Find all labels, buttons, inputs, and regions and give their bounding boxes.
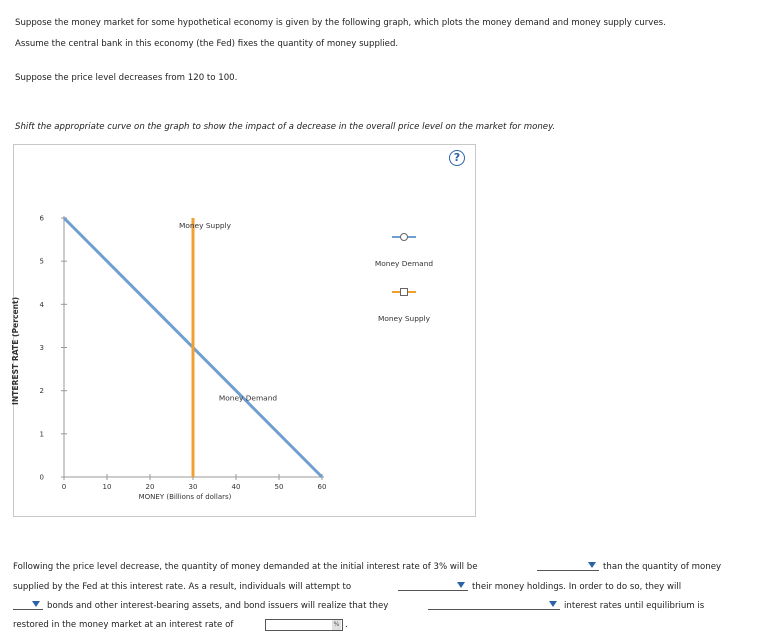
money-supply-annotation: Money Supply (178, 221, 232, 230)
question-line-4-pre: restored in the money market at an interest rate of (13, 620, 234, 630)
chevron-down-icon (32, 601, 40, 607)
question-line-2-pre: supplied by the Fed at this interest rate. As a result, individuals will attempt to (13, 582, 352, 592)
x-axis-label: MONEY (Billions of dollars) (138, 493, 232, 501)
y-tick-label: 2 (39, 387, 44, 396)
question-line-1-pre: Following the price level decrease, the quantity of money demanded at the initial interest rate of 3% will be (13, 562, 478, 572)
x-tick-label: 10 (102, 483, 112, 491)
intro-line-2: Assume the central bank in this economy (the Fed) fixes the quantity of money supplied. (15, 39, 399, 49)
money-demand-annotation: Money Demand (218, 393, 278, 403)
blank-dropdown-4[interactable] (428, 600, 560, 610)
y-tick-label: 4 (39, 300, 44, 309)
money-supply-legend-label: Money Supply (377, 314, 431, 323)
y-tick-label: 3 (39, 344, 44, 352)
help-icon[interactable]: ? (449, 150, 465, 166)
y-tick-label: 0 (39, 473, 44, 482)
x-tick-label: 60 (317, 483, 327, 491)
blank-dropdown-2[interactable] (398, 581, 468, 591)
x-tick-label: 40 (231, 483, 241, 491)
chevron-down-icon (457, 582, 465, 588)
circle-handle-icon[interactable] (401, 234, 408, 241)
question-line-1-post: than the quantity of money (603, 562, 722, 572)
instruction-text: Shift the appropriate curve on the graph to show the impact of a decrease in the overall price level on the market for money. (15, 122, 556, 132)
question-line-4-end: . (345, 620, 348, 630)
blank-dropdown-1[interactable] (537, 561, 599, 571)
square-handle-icon[interactable] (401, 289, 408, 296)
x-tick-label: 50 (274, 483, 284, 491)
y-tick-label: 1 (39, 430, 44, 439)
intro-line-1: Suppose the money market for some hypothetical economy is given by the following graph, which plots the money demand and money supply curves. (15, 18, 666, 28)
chevron-down-icon (588, 562, 596, 568)
question-line-3-post: interest rates until equilibrium is (564, 601, 705, 611)
question-line-2-post: their money holdings. In order to do so, they will (472, 582, 682, 592)
y-tick-label: 6 (39, 214, 44, 223)
x-tick-label: 30 (188, 483, 198, 491)
y-tick-label: 5 (39, 257, 44, 266)
chevron-down-icon (549, 601, 557, 607)
blank-dropdown-3[interactable] (13, 600, 43, 610)
percent-unit: % (333, 621, 340, 628)
x-tick-label: 0 (61, 483, 67, 491)
money-demand-legend-label: Money Demand (374, 259, 434, 268)
y-axis-label: INTEREST RATE (Percent) (11, 296, 20, 405)
x-tick-label: 20 (145, 483, 155, 491)
intro-line-3: Suppose the price level decreases from 120 to 100. (15, 73, 238, 83)
question-line-3-mid: bonds and other interest-bearing assets, and bond issuers will realize that they (47, 601, 389, 611)
